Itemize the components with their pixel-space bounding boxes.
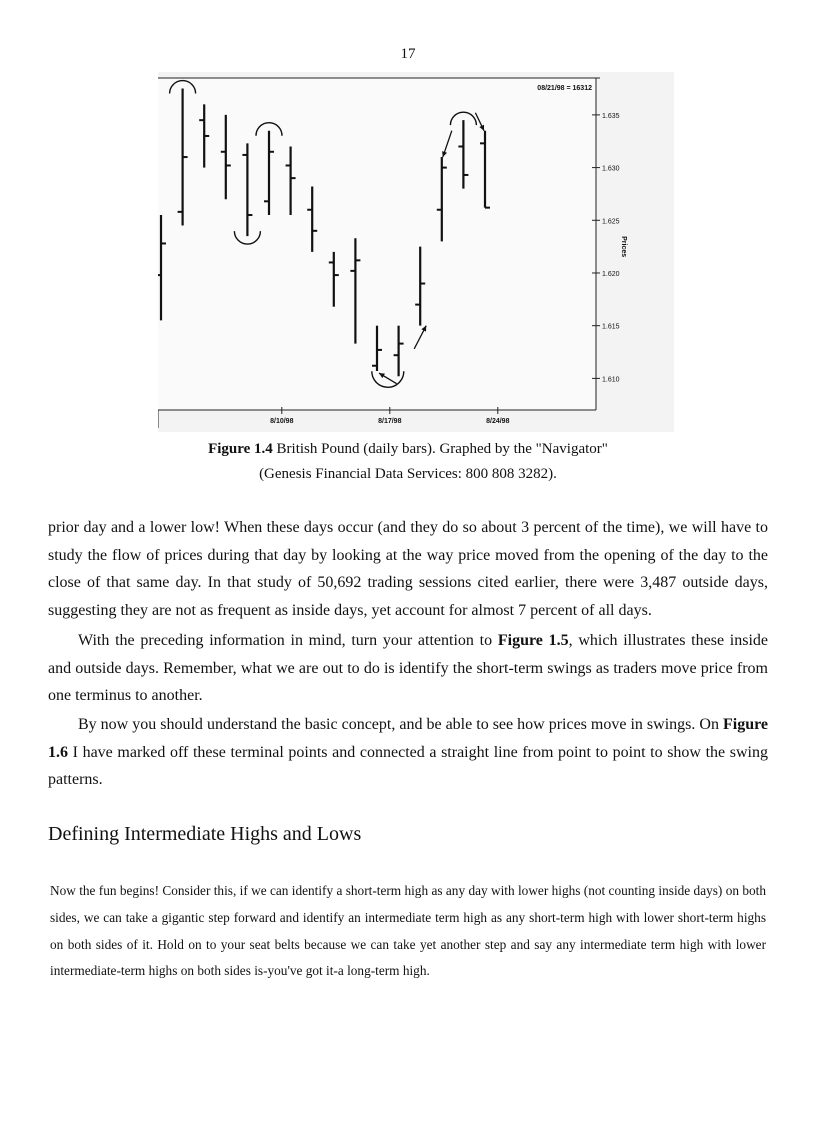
x-tick-label: 8/10/98 (270, 418, 294, 425)
section-heading: Defining Intermediate Highs and Lows (48, 823, 362, 845)
paragraph-text: With the preceding information in mind, turn your attention to (78, 632, 498, 649)
paragraph-figure-1-6 (48, 711, 768, 794)
y-tick-label: 1.615 (602, 323, 620, 331)
figure-reference: Figure 1.5 (497, 632, 569, 649)
paragraph-text: I have marked off these terminal points and connected a straight line from point to point to show the swing patterns. (48, 743, 768, 788)
y-tick-label: 1.620 (602, 270, 620, 278)
figure-caption-text: British Pound (daily bars). Graphed by the "Navigator" (276, 441, 608, 457)
y-tick-label: 1.630 (602, 165, 620, 173)
figure-caption-line2: (Genesis Financial Data Services: 800 808 3282). (259, 466, 557, 482)
paragraph-text: By now you should understand the basic concept, and be able to see how prices move in swings. On (78, 716, 723, 733)
figure-caption-line1 (0, 441, 816, 458)
x-tick-label: 8/24/98 (486, 418, 510, 425)
paragraph-figure-1-5 (48, 627, 768, 710)
chart-header-text: 08/21/98 = 16312 (537, 85, 592, 92)
x-tick-label: 8/17/98 (378, 418, 402, 425)
y-tick-label: 1.625 (602, 218, 620, 226)
paragraph-outside-days: prior day and a lower low! When these days occur (and they do so about 3 percent of the time), we will have to study the flow of prices during that day by looking at the way price moved from the opening of the day to the close of that same day. In that study of 50,692 trading sessions cited earlier, there were 3,487 outside days, suggesting they are not as frequent as inside days, yet account for almost 7 percent of all days. (48, 519, 768, 619)
y-tick-label: 1.610 (602, 376, 620, 384)
y-tick-label: 1.635 (602, 112, 620, 120)
figure-reference: Figure 1.6 (48, 716, 768, 761)
page-number: 17 (400, 46, 416, 62)
ohlc-chart (158, 72, 674, 432)
section-paragraph: Now the fun begins! Consider this, if we can identify a short-term high as any day with lower highs (not counting inside days) on both sides, we can take a gigantic step forward and identify an intermediate term high as any short-term high with lower short-term highs on both sides of it. Hold on to your seat belts because we can take yet another step and say any intermediate term high with lower intermediate-term highs on both sides is-you've got it-a long-term high. (50, 883, 766, 979)
figure-1-4-chart (158, 72, 674, 432)
y-axis-label: Prices (620, 236, 627, 258)
paragraph-text: , which illustrates these inside and outside days. Remember, what we are out to do is identify the short-term swings as traders move price from one terminus to another. (48, 632, 769, 704)
figure-caption-label: Figure 1.4 (208, 441, 273, 457)
